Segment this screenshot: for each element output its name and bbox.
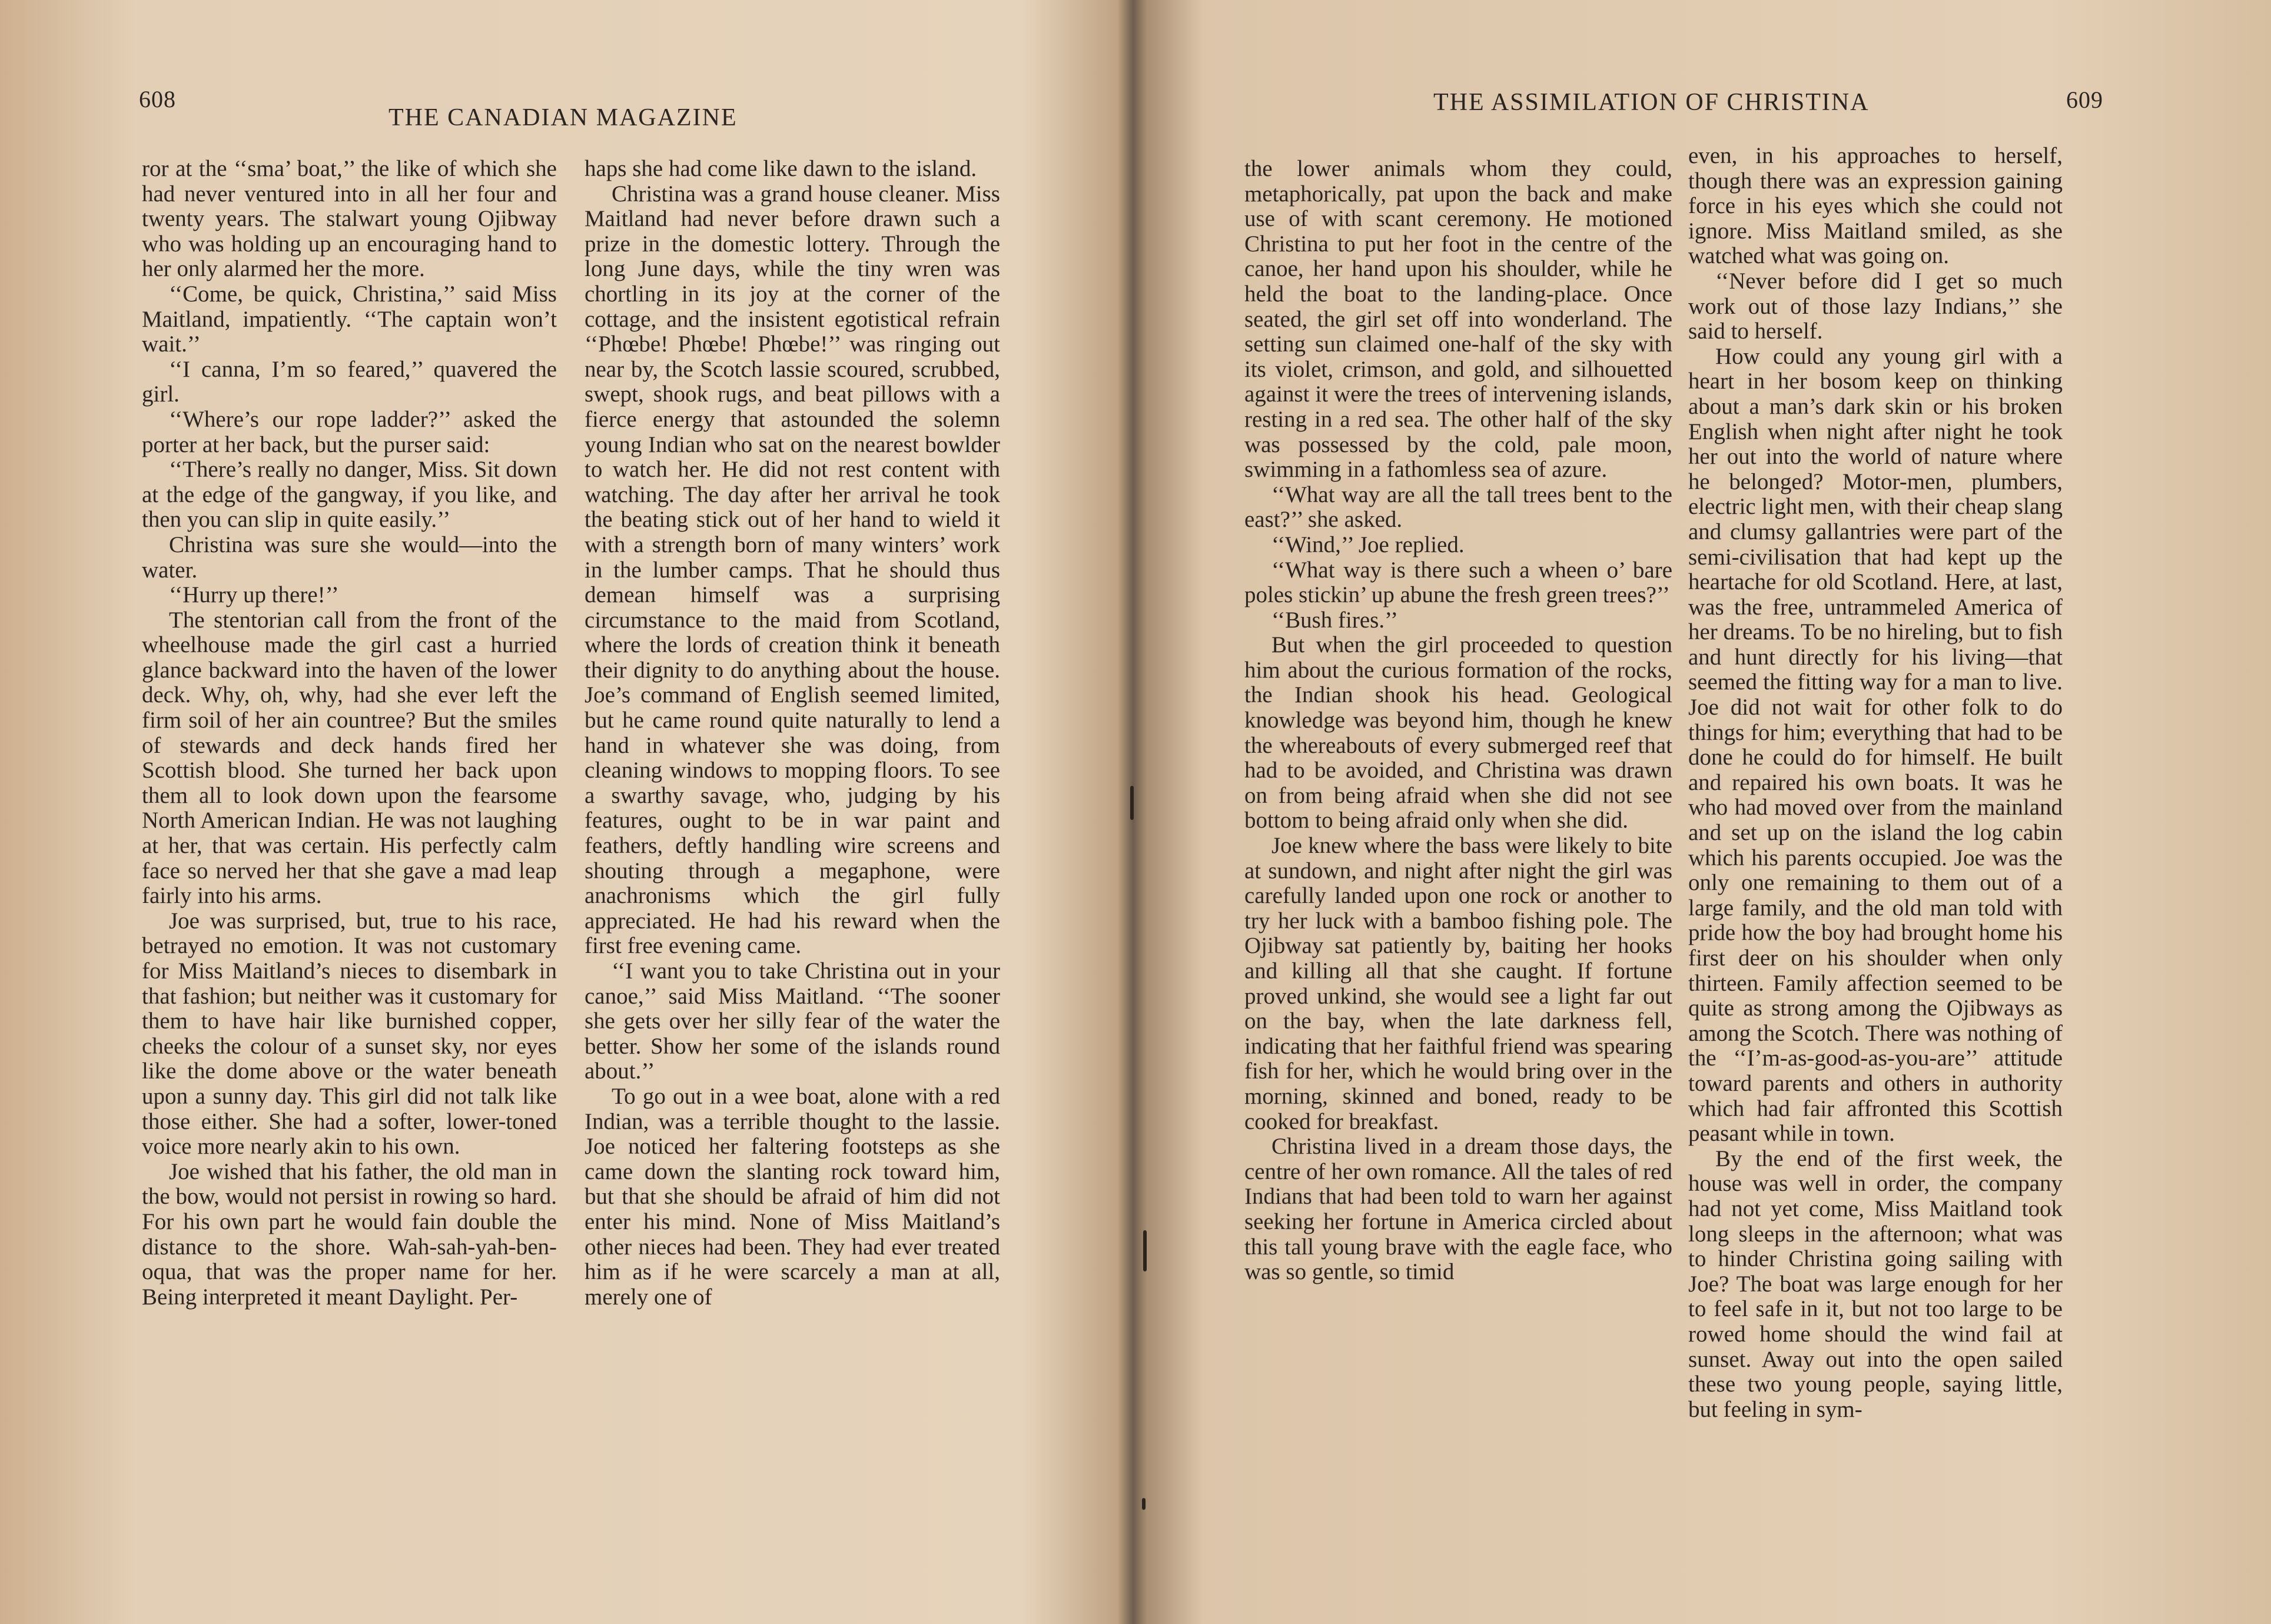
right-page (1137, 0, 2271, 1624)
paragraph: Joe wished that his father, the old man in the bow, would not persist in rowing so hard. For his own part he would fain double the distance to the shore. Wah-sah-yah-ben-oqua, that was the proper name for her. Being interpreted it meant Daylight. Per- (142, 1158, 557, 1310)
paragraph: Christina was a grand house cleaner. Miss Maitland had never before drawn such a prize in the domestic lottery. Through the long June days, while the tiny wren was chortling in its joy at the corner of the cottage, and the insistent egotistical refrain ‘‘Phœbe! Phœbe! Phœbe!’’ was ringing out near by, the Scotch lassie scoured, scrubbed, swept, shook rugs, and beat pillows with a fierce energy that astounded the solemn young Indian who sat on the nearest bowlder to watch her. He did not rest content with watching. The day after her arrival he took the beating stick out of her hand to wield it with a strength born of many winters’ work in the lumber camps. That he should thus demean himself was a surprising circumstance to the maid from Scotland, where the lords of creation think it beneath their dignity to do anything about the house. Joe’s command of English seemed limited, but he came round quite naturally to lend a hand in whatever she was doing, from cleaning windows to mopping floors. To see a swarthy savage, who, judging by his features, ought to be in war paint and feathers, deftly handling wire screens and shouting through a megaphone, were anachronisms which the girl fully appreciated. He had his reward when the first free evening came. (585, 181, 1000, 959)
paragraph: To go out in a wee boat, alone with a red Indian, was a terrible thought to the lassie. Joe noticed her faltering footsteps as she came down the slanting rock toward him, but that she should be afraid of him did not enter his mind. None of Miss Maitland’s other nieces had been. They had ever treated him as if he were scarcely a man at all, merely one of (585, 1083, 1000, 1310)
paragraph: even, in his approaches to herself, though there was an expression gaining force in his eyes which she could not ignore. Miss Maitland smiled, as she watched what was going on. (1688, 143, 2063, 269)
text-column-1 (142, 157, 557, 1310)
running-head: THE ASSIMILATION OF CHRISTINA (1433, 89, 1870, 116)
paragraph: ‘‘There’s really no danger, Miss. Sit down at the edge of the gangway, if you like, and then you can slip in quite easily.’’ (142, 457, 557, 533)
paragraph: the lower animals whom they could, metaphorically, pat upon the back and make use of with scant ceremony. He motioned Christina to put her foot in the centre of the canoe, her hand upon his shoulder, while he held the boat to the landing-place. Once seated, the girl set off into wonderland. The setting sun claimed one-half of the sky with its violet, crimson, and gold, and silhouetted against it were the trees of intervening islands, resting in a red sea. The other half of the sky was possessed by the cold, pale moon, swimming in a fathomless sea of azure. (1244, 156, 1672, 483)
page-number: 609 (2066, 87, 2103, 113)
paragraph: Joe was surprised, but, true to his race, betrayed no emotion. It was not customary for Miss Maitland’s nieces to disembark in that fashion; but neither was it customary for them to have hair like burnished copper, cheeks the colour of a sunset sky, nor eyes like the dome above or the water beneath upon a sunny day. This girl did not talk like those either. She had a softer, lower-toned voice more nearly akin to his own. (142, 908, 557, 1160)
paragraph: How could any young girl with a heart in her bosom keep on thinking about a man’s dark skin or his broken English when night after night he took her out into the world of nature where he belonged? Motor-men, plumbers, electric light men, with their cheap slang and clumsy gallantries were part of the semi-civilisation that had kept up the heartache for old Scotland. Here, at last, was the free, untrammeled America of her dreams. To be no hireling, but to fish and hunt directly for his living—that seemed the fitting way for a man to live. Joe did not wait for other folk to do things for him; everything that had to be done he could do for himself. He built and repaired his own boats. It was he who had moved over from the mainland and set up on the island the log cabin which his parents occupied. Joe was the only one remaining to them out of a large family, and the old man told with pride how the boy had brought home his first deer on his shoulder when only thirteen. Family affection seemed to be quite as strong among the Ojibways as among the Scotch. There was nothing of the ‘‘I’m-as-good-as-you-are’’ attitude toward parents and others in authority which had fair affronted this Scottish peasant while in town. (1688, 343, 2063, 1147)
paragraph: ‘‘What way are all the tall trees bent to the east?’’ she asked. (1244, 481, 1672, 533)
paragraph: Christina was sure she would—into the water. (142, 532, 557, 583)
paragraph: ‘‘I want you to take Christina out in your canoe,’’ said Miss Maitland. ‘‘The sooner she gets over her silly fear of the water the better. Show her some of the islands round about.’’ (585, 958, 1000, 1084)
gutter-mark (1130, 786, 1134, 820)
paragraph: ror at the ‘‘sma’ boat,’’ the like of which she had never ventured into in all her four and twenty years. The stalwart young Ojibway who was holding up an encouraging hand to her only alarmed her the more. (142, 156, 557, 282)
paragraph: ‘‘Bush fires.’’ (1271, 607, 1399, 633)
text-column-2 (1688, 144, 2063, 1422)
paragraph: ‘‘Hurry up there!’’ (169, 582, 339, 608)
paragraph: ‘‘I canna, I’m so feared,’’ quavered the girl. (142, 356, 557, 407)
page-number: 608 (139, 86, 176, 112)
paragraph: Christina lived in a dream those days, the centre of her own romance. All the tales of red Indians that had been told to warn her against seeking her fortune in America circled about this tall young brave with the eagle face, who was so gentle, so timid (1244, 1134, 1672, 1285)
paragraph: By the end of the first week, the house was well in order, the company had not yet come, Miss Maitland took long sleeps in the afternoon; what was to hinder Christina going sailing with Joe? The boat was large enough for her to feel safe in it, but not too large to be rowed home should the wind fail at sunset. Away out into the open sailed these two young people, saying little, but feeling in sym- (1688, 1145, 2063, 1422)
paragraph: ‘‘Where’s our rope ladder?’’ asked the porter at her back, but the purser said: (142, 406, 557, 457)
gutter-mark (1143, 1230, 1147, 1271)
paragraph: ‘‘Never before did I get so much work out of those lazy Indians,’’ she said to herself. (1688, 268, 2063, 344)
text-column-2 (585, 157, 1000, 1310)
paragraph: But when the girl proceeded to question him about the curious formation of the rocks, the Indian shook his head. Geological knowledge was beyond him, though he knew the whereabouts of every submerged reef that had to be avoided, and Christina was drawn on from being afraid when she did not see bottom to being afraid only when she did. (1244, 632, 1672, 833)
paragraph: ‘‘Wind,’’ Joe replied. (1271, 532, 1465, 557)
gutter-mark (1142, 1498, 1146, 1510)
paragraph: The stentorian call from the front of the wheelhouse made the girl cast a hurried glance backward into the haven of the lower deck. Why, oh, why, had she ever left the firm soil of her ain countree? But the smiles of stewards and deck hands fired her Scottish blood. She turned her back upon them all to look down upon the fearsome North American Indian. He was not laughing at her, that was certain. His perfectly calm face so nerved her that she gave a mad leap fairly into his arms. (142, 607, 557, 909)
running-head: THE CANADIAN MAGAZINE (389, 104, 738, 131)
left-page (0, 0, 1133, 1624)
paragraph: ‘‘Come, be quick, Christina,’’ said Miss Maitland, impatiently. ‘‘The captain won’t wait.’’ (142, 281, 557, 357)
paragraph: Joe knew where the bass were likely to bite at sundown, and night after night the girl was carefully landed upon one rock or another to try her luck with a bamboo fishing pole. The Ojibway sat patiently by, baiting her hooks and killing all that she caught. If fortune proved unkind, she would see a light far out on the bay, when the late darkness fell, indicating that her faithful friend was spearing fish for her, which he would bring over in the morning, skinned and boned, ready to be cooked for breakfast. (1244, 833, 1672, 1134)
paragraph: ‘‘What way is there such a wheen o’ bare poles stickin’ up abune the fresh green trees?’’ (1244, 557, 1672, 608)
text-column-1 (1244, 157, 1672, 1285)
paragraph: haps she had come like dawn to the island. (585, 156, 977, 181)
